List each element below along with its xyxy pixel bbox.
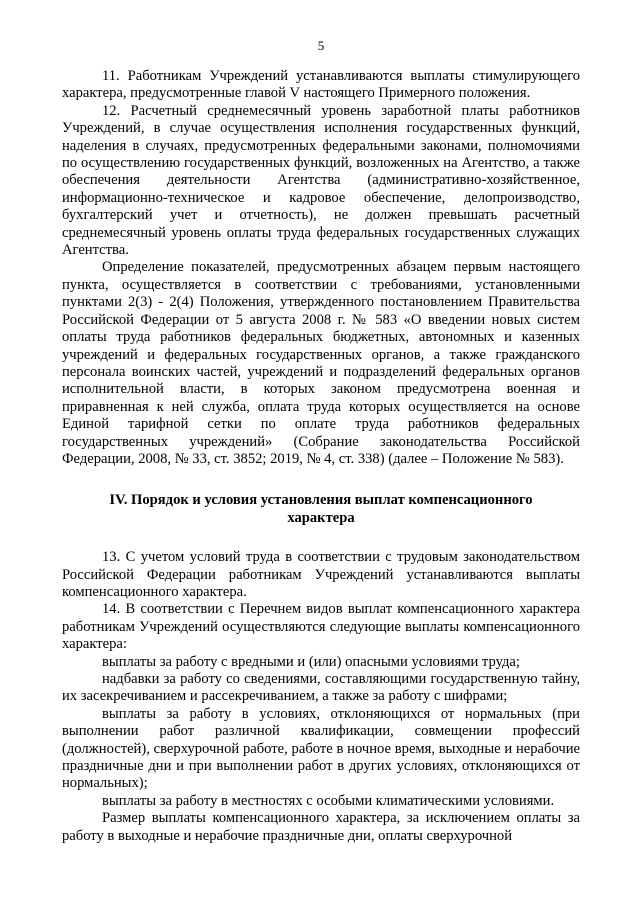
paragraph-12-definition: Определение показателей, предусмотренных абзацем первым настоящего пункта, осуществляется в соответствии с требованиями, установленными пунктами 2(3) - 2(4) Положения, утвержденного постановлением Правительства Российской Федерации от 5 августа 2008 г. № 583 «О введении новых систем оплаты труда работников федеральных бюджетных, автономных и казенных учреждений и федеральных государственных органов, а также гражданского персонала воинских частей, учреждений и подразделений федеральных органов исполнительной власти, в которых законом предусмотрена военная и приравненная к ней служба, оплата труда которых осуществляется на основе Единой тарифной сетки по оплате труда работников федеральных государственных учреждений» (Собрание законодательства Российской Федерации, 2008, № 33, ст. 3852; 2019, № 4, ст. 338) (далее – Положение № 583).: [62, 259, 580, 467]
section-heading: IV. Порядок и условия установления выплат компенсационного характера: [109, 492, 533, 526]
list-item-abnormal-conditions: выплаты за работу в условиях, отклоняющихся от нормальных (при выполнении работ различной квалификации, совмещении профессий (должностей), сверхурочной работе, работе в ночное время, выходные и нерабочие праздничные дни и при выполнении работ в других условиях, отклоняющихся от нормальных);: [62, 705, 580, 792]
paragraph-11: 11. Работникам Учреждений устанавливаются выплаты стимулирующего характера, предусмотренные главой V настоящего Примерного положения.: [62, 68, 580, 102]
page-number: 5: [317, 38, 325, 53]
paragraph-payment-size: Размер выплаты компенсационного характера, за исключением оплаты за работу в выходные и нерабочие праздничные дни, оплаты сверхурочной: [62, 810, 580, 844]
paragraph-14: 14. В соответствии с Перечнем видов выплат компенсационного характера работникам Учреждений осуществляются следующие выплаты компенсационного характера:: [62, 601, 580, 653]
list-item-harmful-conditions: выплаты за работу с вредными и (или) опасными условиями труда;: [102, 653, 520, 670]
list-item-climatic-conditions: выплаты за работу в местностях с особыми климатическими условиями.: [102, 792, 555, 809]
paragraph-13: 13. С учетом условий труда в соответствии с трудовым законодательством Российской Федерации работникам Учреждений устанавливаются выплаты компенсационного характера.: [62, 549, 580, 600]
paragraph-12: 12. Расчетный среднемесячный уровень заработной платы работников Учреждений, в случае осуществления исполнения государственных функций, наделения в случаях, предусмотренных федеральными законами, полномочиями по осуществлению государственных функций, возложенных на Агентство, а также обеспечения деятельности Агентства (административно-хозяйственное, информационно-техническое и кадровое обеспечение, делопроизводство, бухгалтерский учет и отчетность), не должен превышать расчетный среднемесячный уровень оплаты труда федеральных государственных служащих Агентства.: [62, 102, 580, 259]
list-item-state-secret: надбавки за работу со сведениями, составляющими государственную тайну, их засекречиванием и рассекречиванием, а также за работу с шифрами;: [62, 671, 580, 705]
